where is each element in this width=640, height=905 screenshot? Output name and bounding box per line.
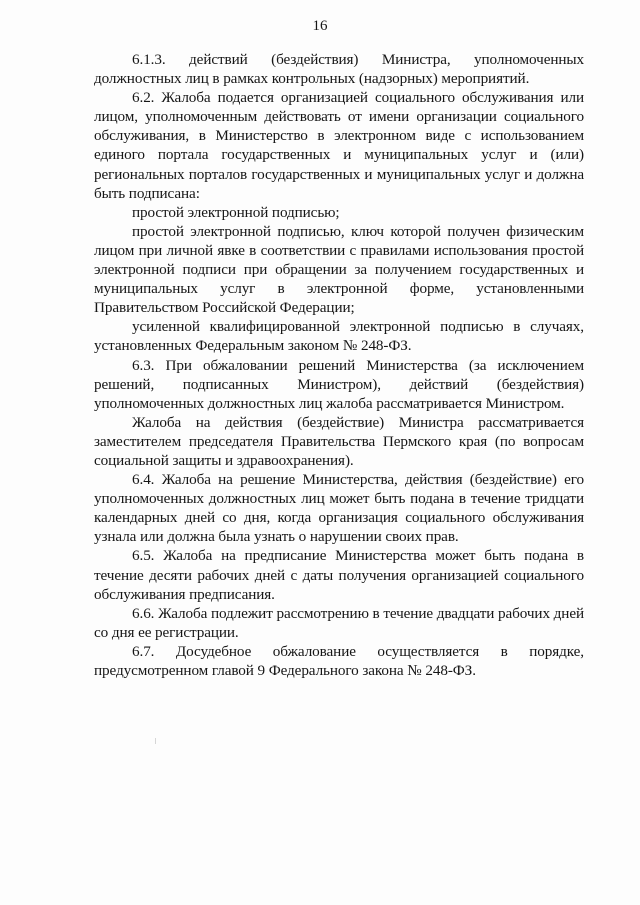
paragraph-6-3: 6.3. При обжаловании решений Министерства (за исключением решений, подписанных Министром), действий (бездействия) уполномоченных должностных лиц жалоба рассматривается Министром. [94, 356, 584, 412]
paragraph-6-5: 6.5. Жалоба на предписание Министерства может быть подана в течение десяти рабочих дней с даты получения организацией социального обслуживания предписания. [94, 547, 584, 603]
paragraph-6-4: 6.4. Жалоба на решение Министерства, действия (бездействие) его уполномоченных должностных лиц может быть подана в течение тридцати календарных дней со дня, когда организация социального обслуживания узнала или должна была узнать о нарушении своих прав. [94, 471, 584, 546]
list-item-simple-signature: простой электронной подписью; [132, 203, 340, 221]
list-item-qualified-signature: усиленной квалифицированной электронной подписью в случаях, установленных Федеральным законом № 248-ФЗ. [94, 318, 584, 355]
scan-artifact [155, 738, 156, 744]
paragraph-minister-complaint: Жалоба на действия (бездействие) Министра рассматривается заместителем председателя Правительства Пермского края (по вопросам социальной защиты и здравоохранения). [94, 413, 584, 469]
paragraph-6-1-3: 6.1.3. действий (бездействия) Министра, уполномоченных должностных лиц в рамках контрольных (надзорных) мероприятий. [94, 51, 584, 88]
list-item-simple-signature-personal: простой электронной подписью, ключ которой получен физическим лицом при личной явке в соответствии с правилами использования простой электронной подписи при обращении за получением государственных и муниципальных услуг в электронной форме, установленными Правительством Российской Федерации; [94, 222, 584, 317]
paragraph-6-2: 6.2. Жалоба подается организацией социального обслуживания или лицом, уполномоченным действовать от имени организации социального обслуживания, в Министерство в электронном виде с использованием единого портала государственных и муниципальных услуг и (или) региональных порталов государственных и муниципальных услуг и должна быть подписана: [94, 89, 584, 202]
page-number: 16 [312, 18, 328, 34]
paragraph-6-6: 6.6. Жалоба подлежит рассмотрению в течение двадцати рабочих дней со дня ее регистрации. [94, 604, 584, 641]
paragraph-6-7: 6.7. Досудебное обжалование осуществляется в порядке, предусмотренном главой 9 Федерального закона № 248-ФЗ. [94, 642, 584, 679]
document-body [94, 50, 584, 680]
